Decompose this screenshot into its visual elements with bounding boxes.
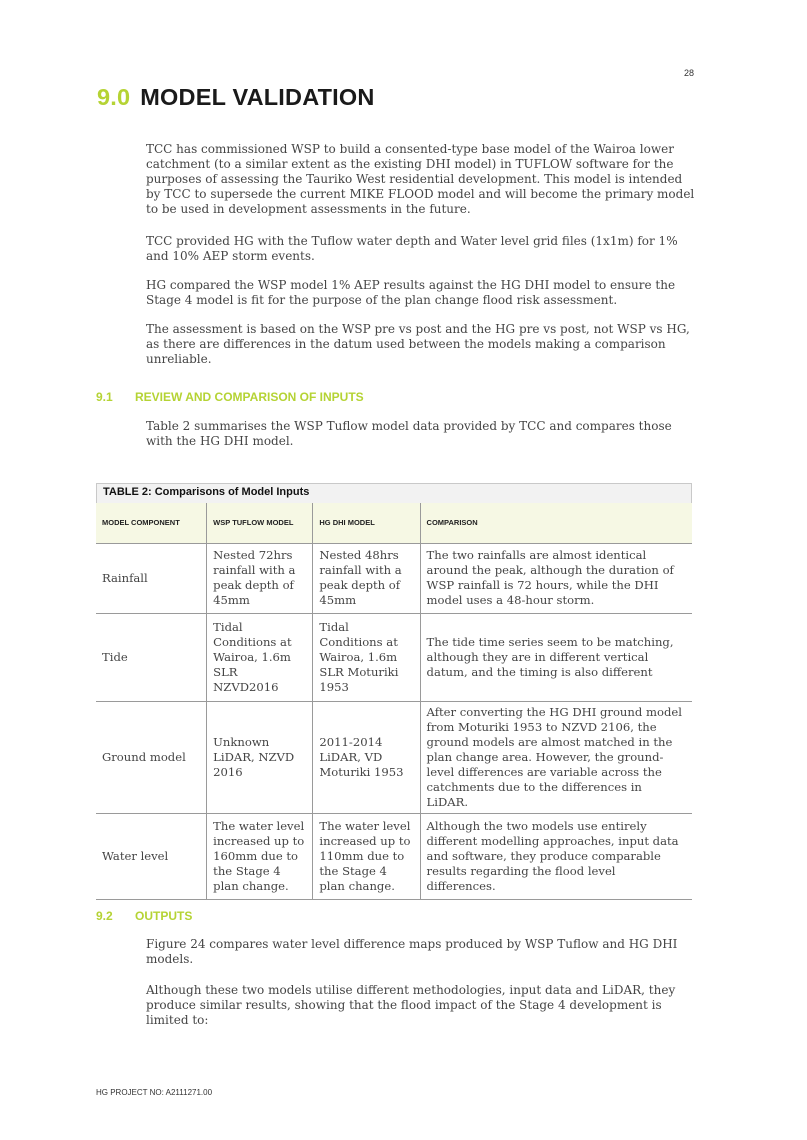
header-comparison: COMPARISON	[420, 503, 692, 543]
cell-comparison: Although the two models use entirely different modelling approaches, input data and software, they produce comparable results regarding the flood level differences.	[420, 813, 692, 899]
cell-component: Ground model	[96, 701, 207, 813]
subsection-heading-outputs	[96, 909, 192, 923]
table-row	[96, 613, 692, 701]
intro-paragraph-4: The assessment is based on the WSP pre vs post and the HG pre vs post, not WSP vs HG, as there are differences in the datum used between the models making a comparison unreliable.	[146, 322, 690, 366]
intro-paragraph-1: TCC has commissioned WSP to build a consented-type base model of the Wairoa lower catchment (to a similar extent as the existing DHI model) in TUFLOW software for the purposes of assessing the Tauriko West residential development. This model is intended by TCC to supersede the current MIKE FLOOD model and will become the primary model to be used in development assessments in the future.	[146, 142, 695, 216]
section-title: MODEL VALIDATION	[140, 84, 375, 110]
cell-dhi: Tidal Conditions at Wairoa, 1.6m SLR Moturiki 1953	[313, 613, 420, 701]
intro-paragraph-3: HG compared the WSP model 1% AEP results against the HG DHI model to ensure the Stage 4 model is fit for the purpose of the plan change flood risk assessment.	[146, 278, 676, 307]
cell-component: Water level	[96, 813, 207, 899]
outputs-paragraph-1: Figure 24 compares water level difference maps produced by WSP Tuflow and HG DHI models.	[146, 937, 678, 966]
cell-component: Rainfall	[96, 543, 207, 613]
header-model-component: MODEL COMPONENT	[96, 503, 207, 543]
header-wsp-tuflow-model: WSP TUFLOW MODEL	[207, 503, 313, 543]
table-caption: TABLE 2: Comparisons of Model Inputs	[96, 483, 692, 503]
subsection-title: REVIEW AND COMPARISON OF INPUTS	[135, 390, 364, 404]
inputs-paragraph: Table 2 summarises the WSP Tuflow model data provided by TCC and compares those with the HG DHI model.	[146, 419, 672, 448]
table-row	[96, 813, 692, 899]
model-inputs-table	[96, 483, 692, 900]
subsection-number: 9.1	[96, 390, 113, 404]
cell-wsp: Nested 72hrs rainfall with a peak depth of 45mm	[207, 543, 313, 613]
header-hg-dhi-model: HG DHI MODEL	[313, 503, 420, 543]
cell-wsp: The water level increased up to 160mm due to the Stage 4 plan change.	[207, 813, 313, 899]
cell-dhi: 2011-2014 LiDAR, VD Moturiki 1953	[313, 701, 420, 813]
section-number: 9.0	[97, 84, 131, 110]
subsection-number: 9.2	[96, 909, 113, 923]
subsection-heading-inputs	[96, 390, 364, 404]
footer-project-number: HG PROJECT NO: A2111271.00	[96, 1088, 213, 1097]
intro-paragraph-2: TCC provided HG with the Tuflow water depth and Water level grid files (1x1m) for 1% and 10% AEP storm events.	[146, 234, 678, 263]
cell-component: Tide	[96, 613, 207, 701]
cell-comparison: The tide time series seem to be matching, although they are in different vertical datum, and the timing is also different	[420, 613, 692, 701]
table-row	[96, 701, 692, 813]
cell-wsp: Tidal Conditions at Wairoa, 1.6m SLR NZVD2016	[207, 613, 313, 701]
cell-dhi: Nested 48hrs rainfall with a peak depth of 45mm	[313, 543, 420, 613]
outputs-paragraph-2: Although these two models utilise different methodologies, input data and LiDAR, they produce similar results, showing that the flood impact of the Stage 4 development is limited to:	[146, 983, 676, 1027]
cell-wsp: Unknown LiDAR, NZVD 2016	[207, 701, 313, 813]
table-row	[96, 543, 692, 613]
page-number: 28	[683, 68, 694, 78]
section-heading	[97, 84, 375, 111]
cell-dhi: The water level increased up to 110mm due to the Stage 4 plan change.	[313, 813, 420, 899]
cell-comparison: After converting the HG DHI ground model from Moturiki 1953 to NZVD 2106, the ground models are almost matched in the plan change area. However, the ground-level differences are variable across the catchments due to the differences in LiDAR.	[420, 701, 692, 813]
table-header-row	[96, 503, 692, 543]
subsection-title: OUTPUTS	[135, 909, 193, 923]
cell-comparison: The two rainfalls are almost identical around the peak, although the duration of WSP rainfall is 72 hours, while the DHI model uses a 48-hour storm.	[420, 543, 692, 613]
